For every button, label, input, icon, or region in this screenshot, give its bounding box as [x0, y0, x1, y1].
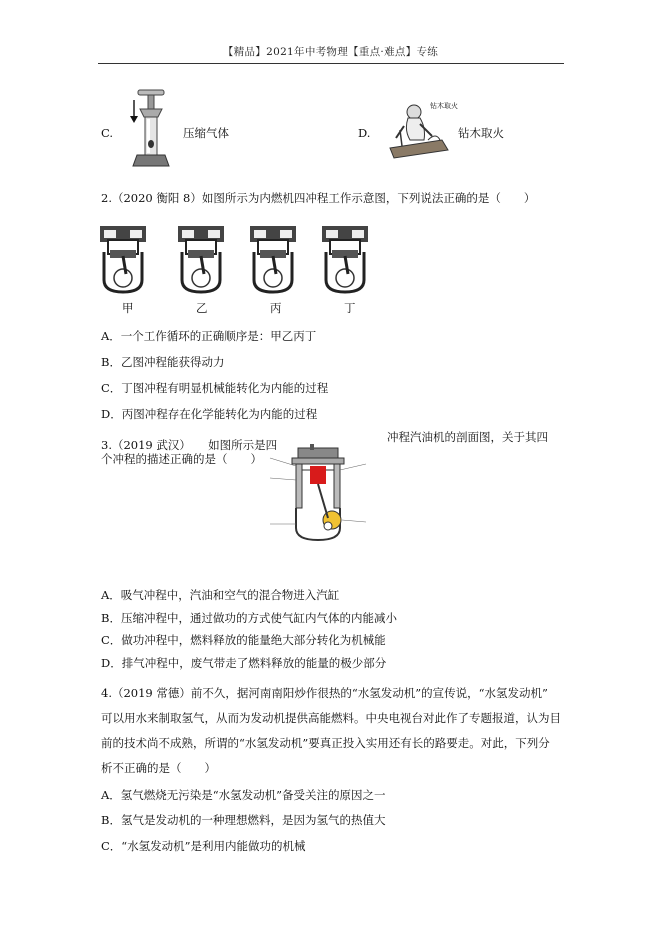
image-caption: 钻木取火: [430, 102, 458, 110]
q2-option-a: A．一个工作循环的正确顺序是：甲乙丙丁: [101, 329, 317, 343]
option-d-letter: D.: [358, 126, 371, 140]
compression-pump-image: [125, 86, 175, 178]
q2-stem: 2.（2020 衡阳 8）如图所示为内燃机四冲程工作示意图，下列说法正确的是（ ）: [101, 191, 536, 205]
page-header: 【精品】2021年中考物理【重点·难点】专练: [222, 46, 439, 58]
q4-stem-line4: 析不正确的是（ ）: [101, 761, 216, 775]
q3-option-d: D．排气冲程中，废气带走了燃料释放的能量的极少部分: [101, 656, 387, 670]
engine-bing-icon: [250, 226, 296, 292]
q3-option-a: A．吸气冲程中，汽油和空气的混合物进入汽缸: [101, 588, 340, 602]
q4-stem-line3: 前的技术尚不成熟，所谓的“水氢发动机”要真正投入实用还有长的路要走。对此，下列分: [101, 736, 550, 750]
q3-stem-line2: 个冲程的描述正确的是（ ）: [101, 452, 262, 466]
stroke-label-bing: 丙: [270, 301, 282, 315]
engine-strokes-diagram: [98, 222, 378, 296]
engine-yi-icon: [178, 226, 224, 292]
q4-stem-line1: 4.（2019 常德）前不久，据河南南阳炒作很热的“水氢发动机”的宣传说，“水氢发动机”: [101, 686, 548, 700]
q2-option-b: B．乙图冲程能获得动力: [101, 355, 225, 369]
q3-option-b: B．压缩冲程中，通过做功的方式使气缸内气体的内能减小: [101, 611, 397, 625]
engine-jia-icon: [100, 226, 146, 292]
option-d-text: 钻木取火: [458, 126, 504, 140]
q2-option-d: D．丙图冲程存在化学能转化为内能的过程: [101, 407, 318, 421]
q4-option-c: C．“水氢发动机”是利用内能做功的机械: [101, 839, 306, 853]
q4-stem-line2: 可以用水来制取氢气，从而为发动机提供高能燃料。中央电视台对此作了专题报道，认为目: [101, 711, 561, 725]
engine-ding-icon: [322, 226, 368, 292]
option-c-text: 压缩气体: [183, 126, 229, 140]
q3-stem-part2: 冲程汽油机的剖面图，关于其四: [387, 430, 548, 444]
stroke-label-jia: 甲: [122, 301, 134, 315]
q4-option-b: B．氢气是发动机的一种理想燃料，是因为氢气的热值大: [101, 813, 386, 827]
q2-option-c: C．丁图冲程有明显机械能转化为内能的过程: [101, 381, 329, 395]
wood-drilling-image: [380, 96, 460, 164]
option-c-letter: C.: [101, 126, 114, 140]
caveman-icon: [390, 105, 448, 158]
header-divider: [98, 63, 564, 64]
gasoline-engine-section-image: [262, 444, 374, 542]
q3-option-c: C．做功冲程中，燃料释放的能量绝大部分转化为机械能: [101, 633, 386, 647]
pump-icon: [130, 90, 169, 166]
q4-option-a: A．氢气燃烧无污染是“水氢发动机”备受关注的原因之一: [101, 788, 386, 802]
engine-section-icon: [270, 444, 366, 540]
stroke-label-ding: 丁: [344, 301, 356, 315]
stroke-label-yi: 乙: [196, 301, 208, 315]
q3-stem-part1: 3.（2019 武汉） 如图所示是四: [101, 438, 278, 452]
